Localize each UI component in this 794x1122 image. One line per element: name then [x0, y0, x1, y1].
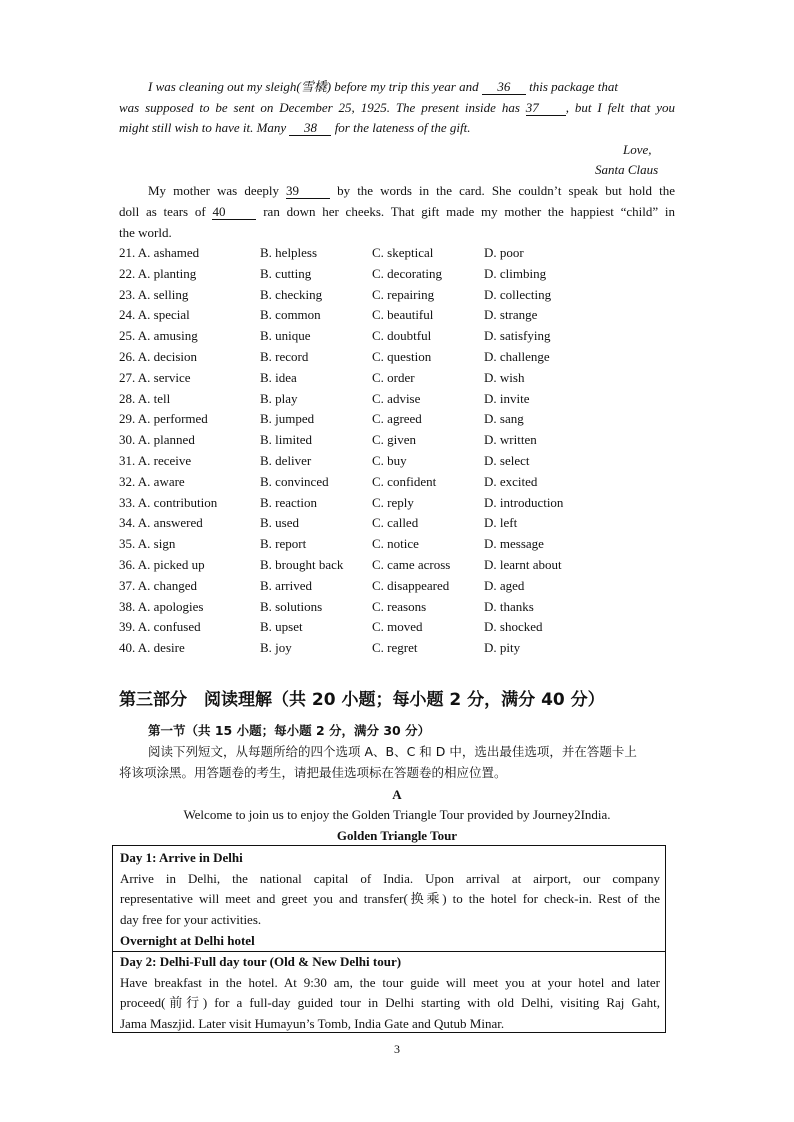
section-one-heading: 第一节（共 15 小题；每小题 2 分，满分 30 分） [148, 723, 431, 738]
option-b: B. deliver [260, 453, 312, 468]
story-text: ran down her cheeks. That gift made my mother the happiest “child” in [263, 204, 676, 219]
option-b: B. limited [260, 432, 312, 448]
option-c: C. beautiful [372, 307, 434, 323]
option-d: D. introduction [484, 494, 564, 510]
option-b: B. brought back [260, 557, 344, 572]
option-c: C. skeptical [372, 245, 434, 260]
story-line-1 [148, 181, 675, 201]
option-d: D. shocked [484, 619, 543, 635]
option-a: 25. A. amusing [119, 328, 198, 344]
option-d: D. written [484, 432, 537, 448]
story-text: My mother was deeply [148, 183, 279, 198]
option-b: B. joy [260, 640, 292, 656]
day1-title: Day 1: Arrive in Delhi [120, 850, 243, 865]
answer-blank-38: 38 [289, 120, 331, 136]
option-b: B. checking [260, 286, 323, 302]
option-a: 26. A. decision [119, 349, 197, 364]
option-d: D. pity [484, 640, 521, 656]
option-a: 37. A. changed [119, 577, 197, 593]
passage-intro: Welcome to join us to enjoy the Golden Triangle Tour provided by Journey2India. [183, 807, 611, 822]
option-c: C. buy [372, 453, 407, 468]
option-d: D. left [484, 515, 518, 531]
option-b: B. idea [260, 369, 297, 385]
day1-text: Arrive in Delhi, the national capital of India. Upon arrival at airport, our company [120, 871, 660, 886]
day1-text: representative will meet and greet you and transfer(换乘) to the hotel for check-in. Rest of the [120, 891, 660, 906]
option-d: D. thanks [484, 598, 534, 614]
day2-text: Have breakfast in the hotel. At 9:30 am, the tour guide will meet you at your hotel and later [120, 975, 660, 990]
option-a: 24. A. special [119, 307, 190, 323]
option-d: D. satisfying [484, 328, 551, 344]
letter-line-2 [119, 98, 675, 118]
story-line-3: the world. [119, 225, 172, 240]
day1-text: day free for your activities. [120, 912, 262, 927]
option-d: D. strange [484, 307, 538, 323]
option-b: B. cutting [260, 265, 312, 281]
letter-text: might still wish to have it. Many [119, 120, 287, 135]
option-d: D. challenge [484, 349, 550, 364]
instructions-line-1: 阅读下列短文，从每题所给的四个选项 A、B、C 和 D 中，选出最佳选项，并在答题卡上 [148, 744, 637, 759]
option-d: D. wish [484, 369, 525, 385]
answer-blank-37: 37 [526, 100, 566, 116]
letter-line-1 [148, 77, 675, 97]
option-d: D. sang [484, 411, 524, 427]
answer-blank-36: 36 [482, 79, 526, 95]
letter-text: , but I felt that you [565, 100, 675, 115]
option-b: B. reaction [260, 494, 318, 510]
option-a: 33. A. contribution [119, 494, 218, 510]
option-a: 23. A. selling [119, 286, 189, 302]
option-b: B. arrived [260, 577, 312, 593]
option-a: 22. A. planting [119, 265, 197, 281]
option-b: B. record [260, 349, 309, 364]
option-a: 27. A. service [119, 369, 191, 385]
option-d: D. invite [484, 390, 530, 406]
option-d: D. learnt about [484, 557, 562, 572]
option-d: D. climbing [484, 265, 547, 281]
answer-blank-39: 39 [286, 183, 330, 199]
option-a: 35. A. sign [119, 536, 176, 552]
passage-label: A [392, 787, 402, 802]
option-c: C. came across [372, 557, 451, 572]
option-d: D. excited [484, 473, 538, 489]
option-d: D. select [484, 453, 530, 468]
option-c: C. agreed [372, 411, 422, 427]
option-c: C. reply [372, 494, 414, 510]
letter-closing: Love, [623, 142, 652, 157]
letter-text: for the lateness of the gift. [334, 120, 471, 135]
option-d: D. collecting [484, 286, 552, 302]
option-b: B. common [260, 307, 321, 323]
option-c: C. reasons [372, 598, 427, 614]
option-a: 29. A. performed [119, 411, 208, 427]
option-a: 39. A. confused [119, 619, 201, 635]
option-b: B. report [260, 536, 307, 552]
day2-text: proceed(前行) for a full-day guided tour in Delhi starting with old Delhi, visiting Raj Gaht, [120, 995, 660, 1010]
option-a: 34. A. answered [119, 515, 203, 531]
option-c: C. advise [372, 390, 421, 406]
story-line-2 [119, 202, 675, 222]
page-number: 3 [394, 1042, 400, 1056]
option-a: 38. A. apologies [119, 598, 204, 614]
option-b: B. helpless [260, 245, 318, 260]
option-a: 40. A. desire [119, 640, 185, 656]
option-c: C. moved [372, 619, 423, 635]
part-three-heading: 第三部分 阅读理解（共 20 小题；每小题 2 分，满分 40 分） [119, 690, 605, 710]
option-c: C. regret [372, 640, 418, 656]
day1-overnight: Overnight at Delhi hotel [120, 933, 255, 948]
option-c: C. confident [372, 473, 437, 489]
option-a: 21. A. ashamed [119, 245, 200, 260]
option-c: C. question [372, 349, 432, 364]
option-c: C. notice [372, 536, 419, 552]
option-a: 31. A. receive [119, 453, 192, 468]
option-a: 28. A. tell [119, 390, 171, 406]
story-text: by the words in the card. She couldn’t speak but hold the [337, 183, 675, 198]
option-b: B. used [260, 515, 299, 531]
option-a: 36. A. picked up [119, 557, 205, 572]
option-b: B. convinced [260, 473, 329, 489]
story-text: doll as tears of [119, 204, 206, 219]
option-a: 30. A. planned [119, 432, 195, 448]
option-c: C. order [372, 369, 415, 385]
letter-text: this package that [529, 79, 618, 94]
option-c: C. decorating [372, 265, 443, 281]
letter-text: was supposed to be sent on December 25, 1925. The present inside has [119, 100, 520, 115]
instructions-line-2: 将该项涂黑。用答题卷的考生，请把最佳选项标在答题卷的相应位置。 [119, 765, 507, 780]
option-d: D. aged [484, 577, 525, 593]
day2-title: Day 2: Delhi-Full day tour (Old & New Delhi tour) [120, 954, 402, 969]
answer-blank-40: 40 [212, 204, 256, 220]
option-b: B. unique [260, 328, 311, 344]
option-b: B. solutions [260, 598, 323, 614]
tour-itinerary-table [112, 845, 666, 1033]
option-b: B. jumped [260, 411, 315, 427]
tour-title: Golden Triangle Tour [336, 828, 458, 843]
option-c: C. given [372, 432, 417, 448]
option-d: D. message [484, 536, 544, 552]
option-b: B. upset [260, 619, 303, 635]
option-c: C. disappeared [372, 577, 450, 593]
letter-line-3 [119, 118, 675, 138]
option-d: D. poor [484, 245, 524, 260]
option-c: C. doubtful [372, 328, 432, 344]
letter-signature: Santa Claus [595, 162, 659, 177]
option-b: B. play [260, 390, 298, 406]
option-a: 32. A. aware [119, 473, 185, 489]
letter-text: I was cleaning out my sleigh(雪橇) before my trip this year and [148, 79, 479, 94]
option-c: C. repairing [372, 286, 435, 302]
option-c: C. called [372, 515, 419, 531]
day2-text: Jama Maszjid. Later visit Humayun’s Tomb, India Gate and Qutub Minar. [120, 1016, 505, 1031]
